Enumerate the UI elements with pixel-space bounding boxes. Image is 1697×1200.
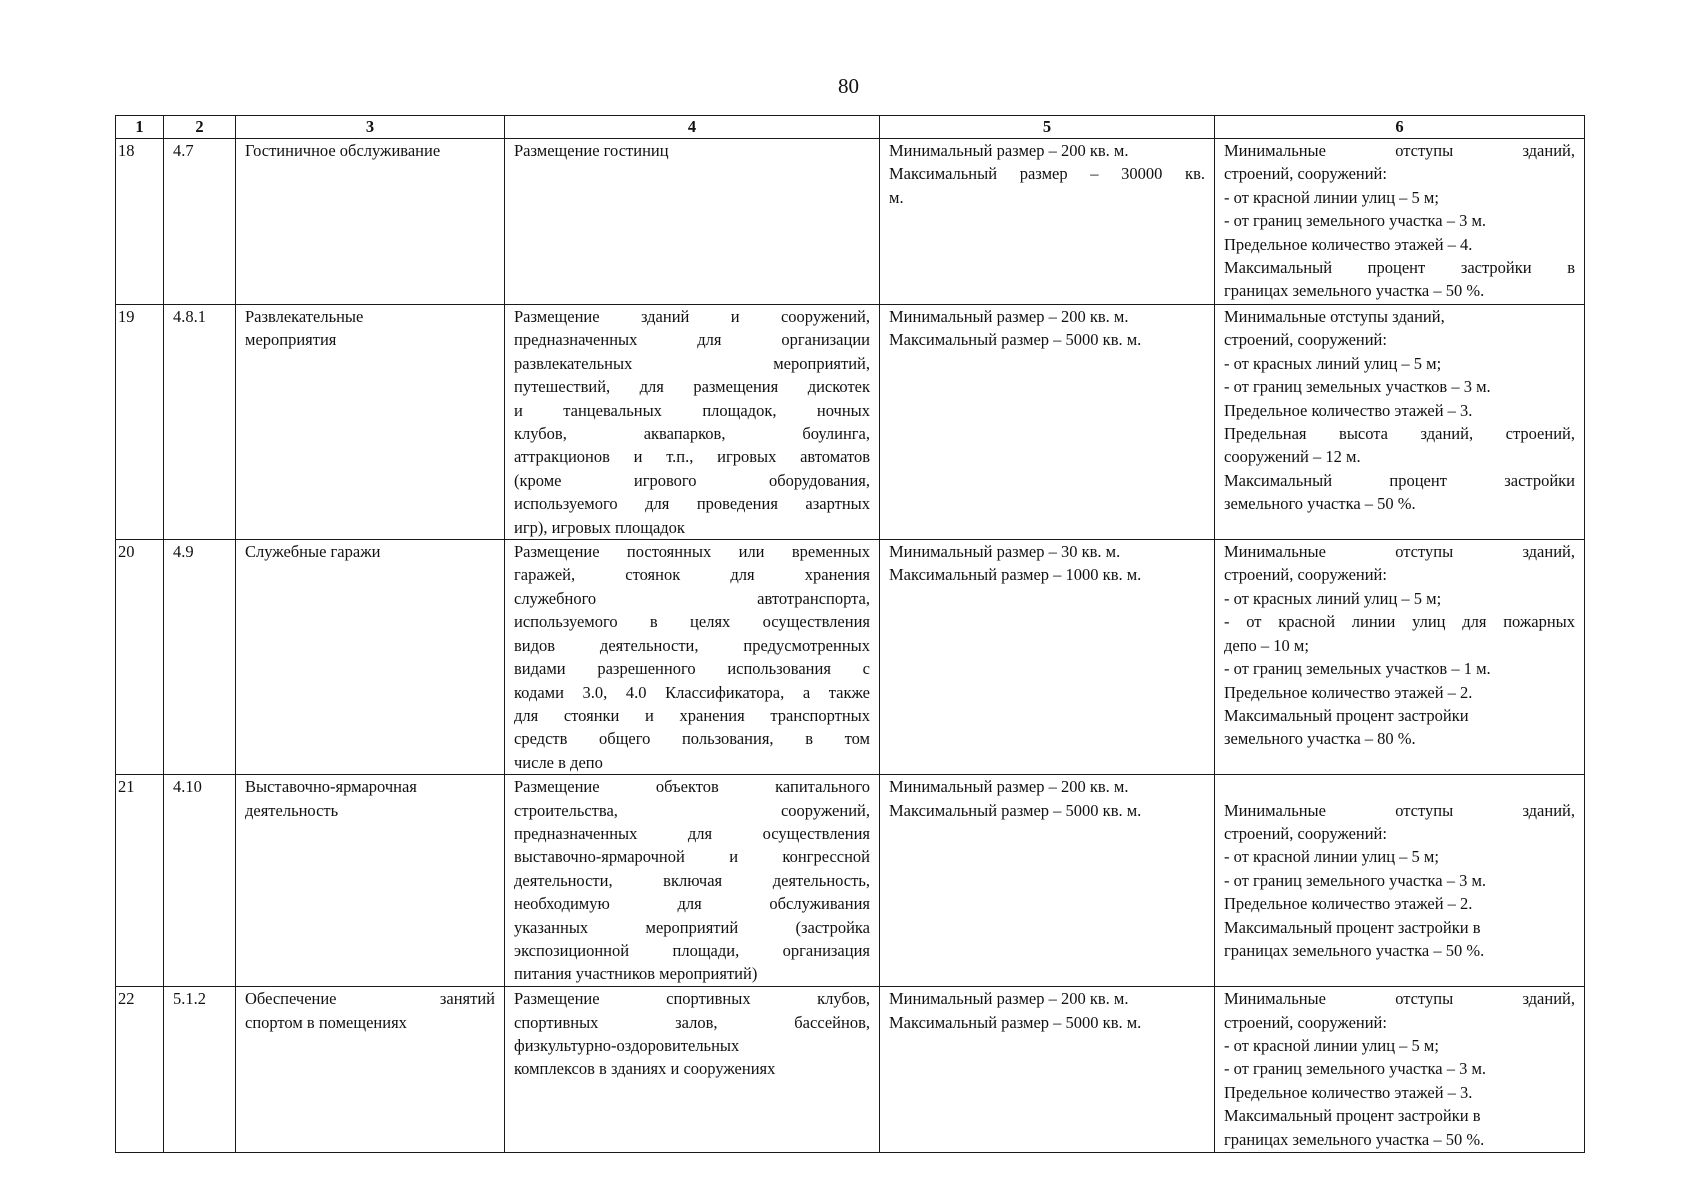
construction-parameters: Минимальные отступы зданий, строений, сооружений: - от красной линии улиц – 5 м; - от границ земельного участка – 3 м. Предельное количество этажей – 3. Максимальный процент застройки в границах земельного участка – 50 %. [1215,987,1585,1153]
use-description: Размещение постоянных или временных гаражей, стоянок для хранения служебного автотранспорта, используемого в целях осуществления видов деятельности, предусмотренных видами разрешенного использования с кодами 3.0, 4.0 Классификатора, а также для стоянки и хранения транспортных средств общего пользования, в том числе в депо [505,540,880,775]
use-description: Размещение зданий и сооружений, предназначенных для организации развлекательных мероприятий, путешествий, для размещения дискотек и танцевальных площадок, ночных клубов, аквапарков, боулинга, аттракционов и т.п., игровых автоматов (кроме игрового оборудования, используемого для проведения азартных игр), игровых площадок [505,305,880,540]
use-type-name: Развлекательные мероприятия [236,305,505,540]
table-header-row [116,116,1585,139]
plot-size-limits: Минимальный размер – 200 кв. м. Максимальный размер – 30000 кв. м. [880,139,1215,305]
column-header: 5 [880,116,1215,139]
plot-size-limits: Минимальный размер – 200 кв. м. Максимальный размер – 5000 кв. м. [880,305,1215,540]
row-number: 18 [116,139,164,305]
use-type-name: Служебные гаражи [236,540,505,775]
column-header: 4 [505,116,880,139]
classifier-code: 4.7 [164,139,236,305]
table-row [116,305,1585,540]
row-number: 20 [116,540,164,775]
table-row [116,987,1585,1153]
row-number: 19 [116,305,164,540]
column-header: 6 [1215,116,1585,139]
row-number: 21 [116,775,164,987]
table-row [116,775,1585,987]
classifier-code: 4.8.1 [164,305,236,540]
plot-size-limits: Минимальный размер – 30 кв. м. Максимальный размер – 1000 кв. м. [880,540,1215,775]
table-row [116,540,1585,775]
construction-parameters: Минимальные отступы зданий, строений, сооружений: - от красных линий улиц – 5 м; - от красной линии улиц для пожарных депо – 10 м; - от границ земельных участков – 1 м. Предельное количество этажей – 2. Максимальный процент застройки земельного участка – 80 %. [1215,540,1585,775]
use-description: Размещение спортивных клубов, спортивных залов, бассейнов, физкультурно-оздоровительных комплексов в зданиях и сооружениях [505,987,880,1153]
construction-parameters: Минимальные отступы зданий, строений, сооружений: - от красных линий улиц – 5 м; - от границ земельных участков – 3 м. Предельное количество этажей – 3. Предельная высота зданий, строений, сооружений – 12 м. Максимальный процент застройки земельного участка – 50 %. [1215,305,1585,540]
row-number: 22 [116,987,164,1153]
use-type-name: Гостиничное обслуживание [236,139,505,305]
use-type-name: Выставочно-ярмарочная деятельность [236,775,505,987]
page-number: 80 [838,74,859,98]
use-type-name: Обеспечение занятий спортом в помещениях [236,987,505,1153]
land-use-table [115,115,1585,1153]
use-description: Размещение объектов капитального строительства, сооружений, предназначенных для осуществления выставочно-ярмарочной и конгрессной деятельности, включая деятельность, необходимую для обслуживания указанных мероприятий (застройка экспозиционной площади, организация питания участников мероприятий) [505,775,880,987]
plot-size-limits: Минимальный размер – 200 кв. м. Максимальный размер – 5000 кв. м. [880,987,1215,1153]
classifier-code: 4.9 [164,540,236,775]
column-header: 3 [236,116,505,139]
column-header: 1 [116,116,164,139]
column-header: 2 [164,116,236,139]
classifier-code: 5.1.2 [164,987,236,1153]
construction-parameters: Минимальные отступы зданий, строений, сооружений: - от красной линии улиц – 5 м; - от границ земельного участка – 3 м. Предельное количество этажей – 2. Максимальный процент застройки в границах земельного участка – 50 %. [1215,775,1585,987]
use-description: Размещение гостиниц [505,139,880,305]
plot-size-limits: Минимальный размер – 200 кв. м. Максимальный размер – 5000 кв. м. [880,775,1215,987]
construction-parameters: Минимальные отступы зданий, строений, сооружений: - от красной линии улиц – 5 м; - от границ земельного участка – 3 м. Предельное количество этажей – 4. Максимальный процент застройки в границах земельного участка – 50 %. [1215,139,1585,305]
table-row [116,139,1585,305]
classifier-code: 4.10 [164,775,236,987]
